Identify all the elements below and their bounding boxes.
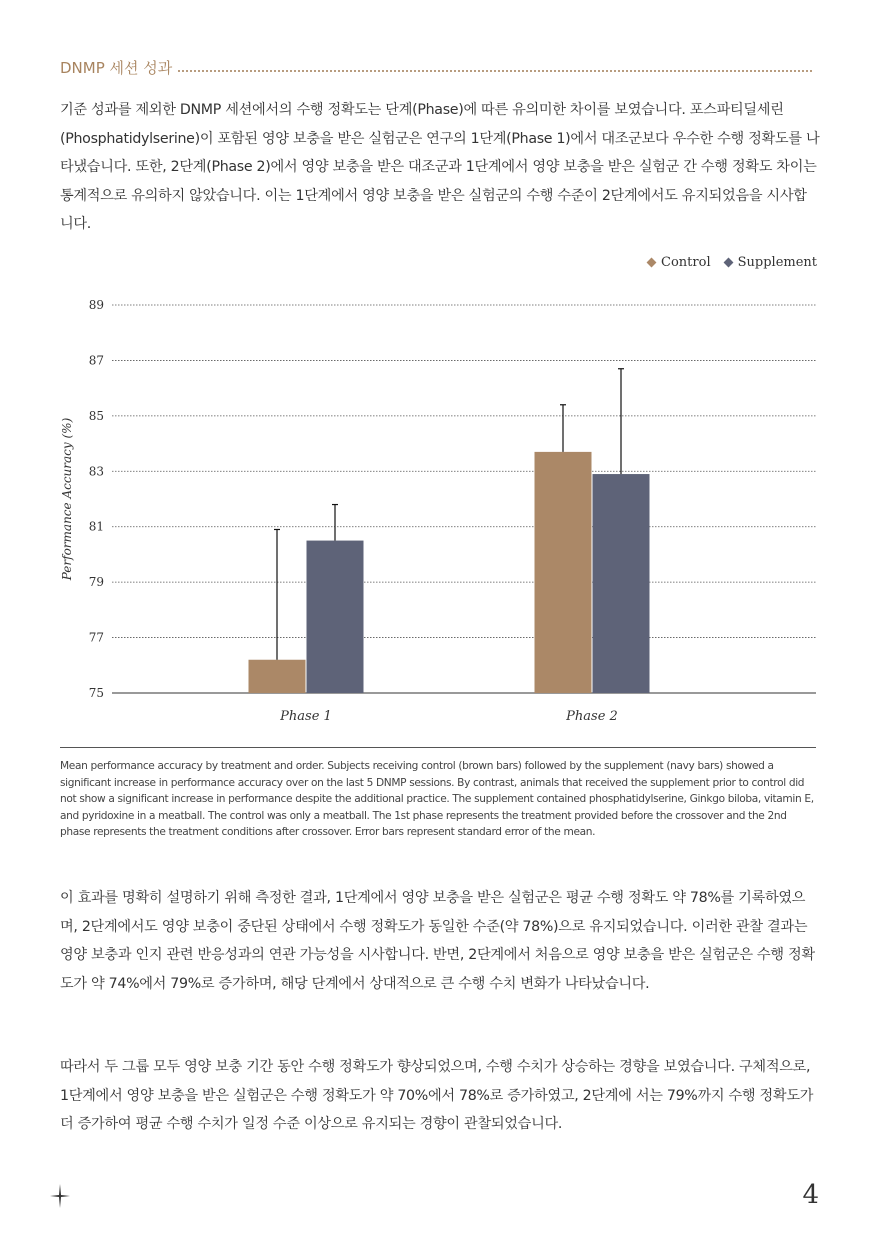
paragraph-conclusion: 따라서 두 그룹 모두 영양 보충 기간 동안 수행 정확도가 향상되었으며, 수행 수치가 상승하는 경향을 보였습니다. 구체적으로, 1단계에서 영양 보충을 받은 실험군은 수행 정확도가 약 70%에서 78%로 증가하였고, 2단계에 서는 79%까지 수행 정확도가 더 증가하여 평균 수행 수치가 일정 수준 이상으로 유지되는 경향이 관찰되었습니다. — [60, 1059, 814, 1132]
bar-control-2 — [535, 452, 592, 693]
bar-chart — [0, 280, 877, 740]
y-tick-label: 81 — [88, 519, 104, 534]
legend-item-control — [648, 255, 711, 270]
y-tick-label: 83 — [88, 464, 104, 479]
y-tick-label: 79 — [88, 575, 104, 590]
bar-supplement-1 — [307, 541, 364, 693]
paragraph-results: 이 효과를 명확히 설명하기 위해 측정한 결과, 1단계에서 영양 보충을 받은 실험군은 평균 수행 정확도 약 78%를 기록하였으며, 2단계에서도 영양 보충이 중단된 상태에서 수행 정확도가 동일한 수준(약 78%)으로 유지되었습니다. 이러한 관찰 결과는 영양 보충과 인지 관련 반응성과의 연관 가능성을 시사합니다. 반면, 2단계에서 처음으로 영양 보충을 받은 실험군은 수행 정확도가 약 74%에서 79%로 증가하며, 해당 단계에서 상대적으로 큰 수행 수치 변화가 나타났습니다. — [60, 890, 815, 992]
legend-label-control: Control — [661, 255, 711, 270]
y-tick-label: 85 — [88, 408, 104, 423]
chart-legend — [648, 255, 817, 270]
figure-caption: Mean performance accuracy by treatment and order. Subjects receiving control (brown bars) followed by the supplement (navy bars) showed a significant increase in performance accuracy over on the last 5 DNMP sessions. By contrast, animals that received the supplement prior to control did not show a significant increase in performance despite the additional practice. The supplement contained phosphatidylserine, Ginkgo biloba, vitamin E, and pyridoxine in a meatball. The control was only a meatball. The 1st phase represents the treatment provided before the crossover and the 2nd phase represents the treatment conditions after crossover. Error bars represent standard error of the mean. — [60, 760, 814, 839]
caption-divider — [60, 747, 816, 748]
diamond-icon — [723, 258, 733, 268]
x-tick-label: Phase 1 — [280, 709, 332, 724]
y-tick-label: 77 — [88, 630, 104, 645]
y-tick-label: 87 — [88, 353, 104, 368]
x-tick-label: Phase 2 — [566, 709, 618, 724]
dotted-leader — [178, 70, 812, 72]
bar-supplement-2 — [593, 474, 650, 693]
legend-label-supplement: Supplement — [737, 255, 817, 270]
paragraph-intro: 기준 성과를 제외한 DNMP 세션에서의 수행 정확도는 단계(Phase)에 따른 유의미한 차이를 보였습니다. 포스파티딜세린(Phosphatidylserine)이 포함된 영양 보충을 받은 실험군은 연구의 1단계(Phase 1)에서 대조군보다 우수한 수행 정확도를 나타냈습니다. 또한, 2단계(Phase 2)에서 영양 보충을 받은 대조군과 1단계에서 영양 보충을 받은 실험군 간 수행 정확도 차이는 통계적으로 유의하지 않았습니다. 이는 1단계에서 영양 보충을 받은 실험군의 수행 수준이 2단계에서도 유지되었음을 시사합니다. — [60, 102, 820, 232]
diamond-icon — [647, 258, 657, 268]
legend-item-supplement — [725, 255, 817, 270]
y-tick-label: 89 — [88, 298, 104, 312]
section-title: DNMP 세션 성과 — [60, 58, 173, 77]
bar-control-1 — [249, 660, 306, 693]
y-tick-label: 75 — [88, 686, 104, 700]
page-number: 4 — [802, 1180, 819, 1210]
y-axis-label: Performance Accuracy (%) — [60, 417, 74, 581]
section-header — [60, 54, 812, 80]
sparkle-icon — [50, 1184, 70, 1208]
